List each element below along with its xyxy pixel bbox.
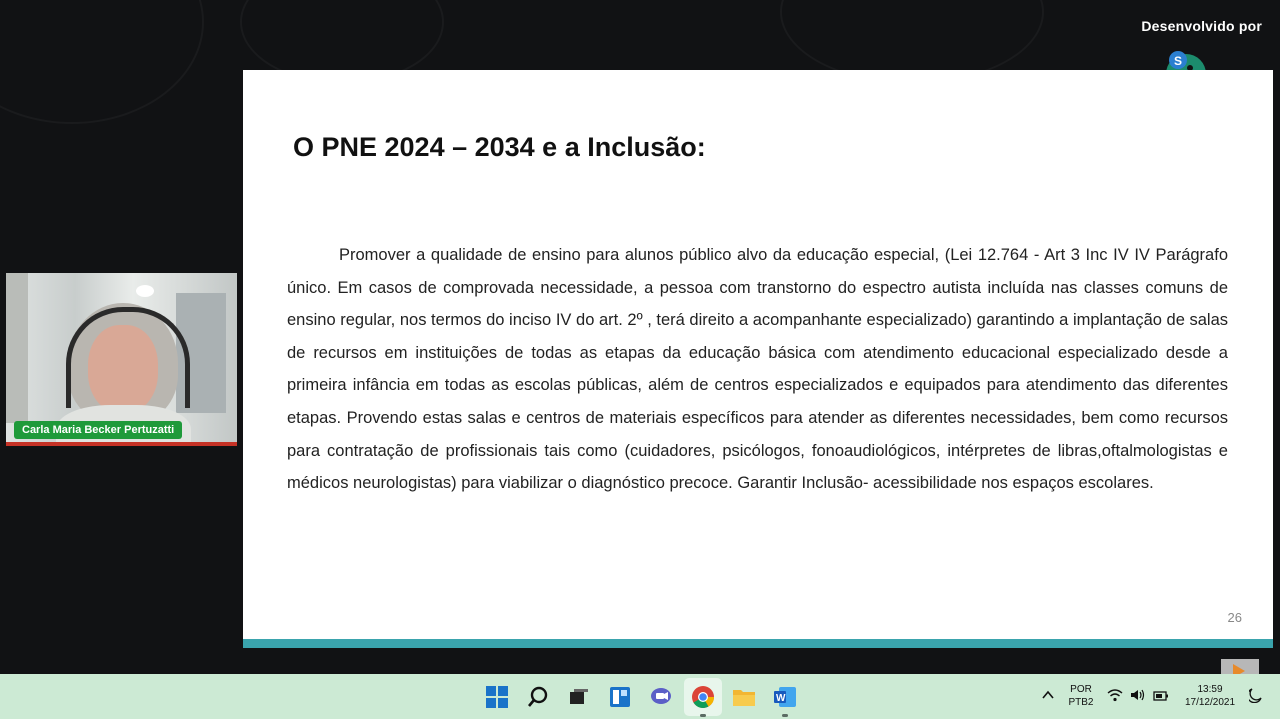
svg-text:W: W (776, 693, 786, 704)
keyboard-layout: PTB2 (1068, 697, 1094, 708)
word-icon (773, 686, 797, 708)
presenter-name-label: Carla Maria Becker Pertuzatti (14, 421, 182, 439)
word-button[interactable] (772, 684, 798, 710)
widgets-button[interactable] (607, 684, 633, 710)
chevron-up-icon[interactable] (1042, 687, 1054, 704)
webcam-ceiling-light (136, 285, 154, 297)
start-button[interactable] (484, 684, 510, 710)
search-button[interactable] (525, 684, 551, 710)
chrome-running-indicator (700, 714, 706, 717)
webcam-bottom-bar (6, 442, 237, 446)
windows-logo-icon (486, 686, 508, 708)
chrome-button[interactable] (690, 684, 716, 710)
developed-by-text: Desenvolvido por (1141, 18, 1262, 34)
folder-icon (732, 686, 756, 708)
presentation-slide (243, 70, 1273, 648)
svg-text:S: S (1174, 54, 1183, 68)
clock[interactable] (1180, 683, 1240, 709)
search-icon (527, 686, 549, 708)
chrome-icon (691, 685, 715, 709)
chat-icon (650, 686, 672, 708)
task-view-icon (568, 686, 590, 708)
webcam-feed (6, 273, 237, 446)
slide-body-text: Promover a qualidade de ensino para alunos público alvo da educação especial, (Lei 12.764 - Art 3 Inc IV IV Parágrafo único. Em casos de comprovada necessidade, a pessoa com transtorno do espectro autista incluída nas classes comuns de ensino regular, nos termos do inciso IV do art. 2º , terá direito a acompanhante especializado) garantindo a implantação de salas de recursos em instituições de todas as etapas da educação básica com atendimento educacional especializado desde a primeira infância em todas as escolas públicas, além de centros especializados e equipados para atendimento das diferentes etapas. Provendo estas salas e centros de materiais específicos para atender as diferentes necessidades, bem como recursos para contratação de profissionais tais como (cuidadores, psicólogos, fonoaudiológicos, intérpretes de libras,oftalmologistas e médicos neurologistas) para viabilizar o diagnóstico precoce. Garantir Inclusão- acessibilidade nos espaços escolares. (287, 246, 1228, 493)
speaker-icon[interactable] (1130, 688, 1146, 706)
widgets-icon (609, 686, 631, 708)
clock-date: 17/12/2021 (1184, 697, 1236, 708)
word-running-indicator (782, 714, 788, 717)
chat-button[interactable] (648, 684, 674, 710)
webcam-shelf (6, 273, 28, 423)
notifications-icon[interactable] (1249, 687, 1263, 707)
taskbar (0, 674, 1280, 719)
background-decoration (0, 0, 204, 124)
slide-accent-bar (243, 639, 1273, 648)
slide-title: O PNE 2024 – 2034 e a Inclusão: (293, 132, 706, 162)
branding (1141, 18, 1262, 34)
task-view-button[interactable] (566, 684, 592, 710)
language-indicator[interactable] (1066, 683, 1096, 709)
slide-page-number: 26 (1227, 610, 1242, 625)
clock-time: 13:59 (1197, 684, 1223, 695)
headset-icon (66, 307, 190, 408)
wifi-icon[interactable] (1107, 688, 1123, 706)
language-code: POR (1070, 684, 1092, 695)
file-explorer-button[interactable] (731, 684, 757, 710)
battery-icon[interactable] (1153, 689, 1169, 706)
